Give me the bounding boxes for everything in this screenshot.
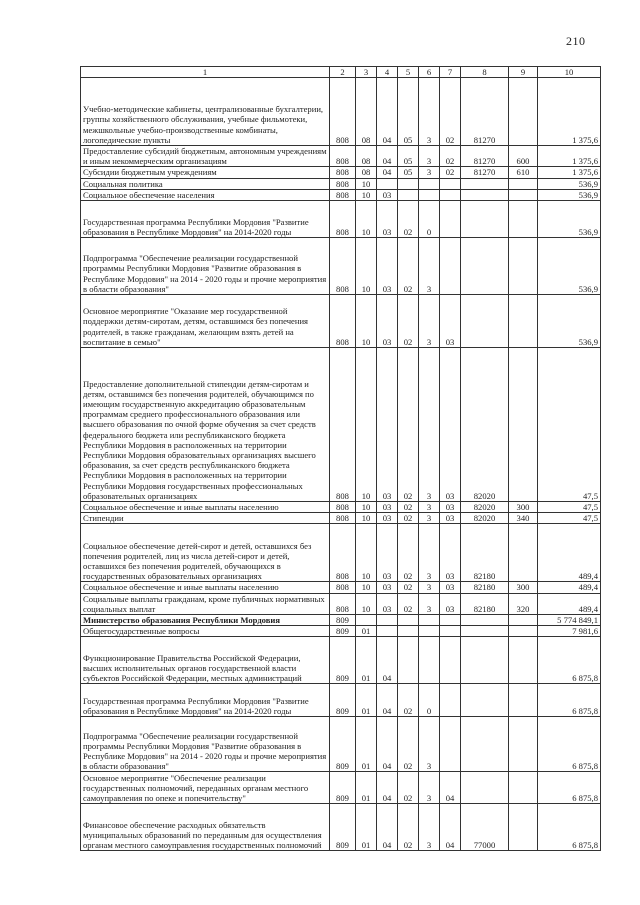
subsection-code-cell: 03 bbox=[377, 582, 398, 593]
activity-code-cell: 03 bbox=[440, 582, 461, 593]
direction-code-cell bbox=[461, 637, 509, 684]
expense-type-code-cell bbox=[509, 772, 538, 804]
item-name-cell: Стипендии bbox=[81, 513, 330, 524]
subprogram-code-cell: 0 bbox=[419, 201, 440, 238]
ministry-code-cell: 808 bbox=[330, 582, 356, 593]
subprogram-code-cell: 3 bbox=[419, 167, 440, 178]
expense-type-code-cell bbox=[509, 78, 538, 146]
table-row bbox=[81, 615, 601, 626]
table-row bbox=[81, 146, 601, 167]
item-name-cell: Социальное обеспечение и иные выплаты населению bbox=[81, 502, 330, 513]
subprogram-code-cell: 0 bbox=[419, 684, 440, 717]
subprogram-code-cell bbox=[419, 178, 440, 189]
program-code-cell: 02 bbox=[398, 772, 419, 804]
table-row bbox=[81, 167, 601, 178]
section-code-cell: 10 bbox=[356, 348, 377, 502]
ministry-code-cell: 808 bbox=[330, 593, 356, 614]
ministry-code-cell: 809 bbox=[330, 717, 356, 772]
table-row bbox=[81, 238, 601, 295]
table-row bbox=[81, 78, 601, 146]
column-header: 3 bbox=[356, 67, 377, 78]
section-code-cell: 10 bbox=[356, 524, 377, 582]
amount-cell: 489,4 bbox=[538, 593, 601, 614]
item-name-cell: Финансовое обеспечение расходных обязательств муниципальных образований по переданным для осуществления органам местного самоуправления государственных полномочий bbox=[81, 804, 330, 851]
amount-cell: 1 375,6 bbox=[538, 146, 601, 167]
item-name-cell: Социальные выплаты гражданам, кроме публичных нормативных социальных выплат bbox=[81, 593, 330, 614]
ministry-code-cell: 808 bbox=[330, 502, 356, 513]
amount-cell: 489,4 bbox=[538, 524, 601, 582]
ministry-code-cell: 809 bbox=[330, 626, 356, 637]
ministry-code-cell: 809 bbox=[330, 772, 356, 804]
direction-code-cell: 82180 bbox=[461, 582, 509, 593]
program-code-cell bbox=[398, 178, 419, 189]
table-row bbox=[81, 502, 601, 513]
item-name-cell: Основное мероприятие "Оказание мер государственной поддержки детям-сиротам, детям, оставшимся без попечения родителей, в также гражданам, желающим взять детей на воспитание в семью" bbox=[81, 295, 330, 348]
activity-code-cell bbox=[440, 637, 461, 684]
ministry-code-cell: 808 bbox=[330, 189, 356, 200]
ministry-code-cell: 809 bbox=[330, 615, 356, 626]
subprogram-code-cell: 3 bbox=[419, 593, 440, 614]
subprogram-code-cell: 3 bbox=[419, 146, 440, 167]
item-name-cell: Учебно-методические кабинеты, централизованные бухгалтерии, группы хозяйственного обслуживания, учебные фильмотеки, межшкольные учебно-производственные комбинаты, логопедические пункты bbox=[81, 78, 330, 146]
section-code-cell: 10 bbox=[356, 189, 377, 200]
subsection-code-cell bbox=[377, 626, 398, 637]
subsection-code-cell: 03 bbox=[377, 593, 398, 614]
program-code-cell: 02 bbox=[398, 238, 419, 295]
activity-code-cell bbox=[440, 684, 461, 717]
direction-code-cell bbox=[461, 178, 509, 189]
column-header: 4 bbox=[377, 67, 398, 78]
table-row bbox=[81, 772, 601, 804]
activity-code-cell bbox=[440, 238, 461, 295]
direction-code-cell: 82180 bbox=[461, 524, 509, 582]
direction-code-cell: 82020 bbox=[461, 513, 509, 524]
activity-code-cell: 02 bbox=[440, 146, 461, 167]
amount-cell: 6 875,8 bbox=[538, 804, 601, 851]
activity-code-cell bbox=[440, 626, 461, 637]
subprogram-code-cell: 3 bbox=[419, 582, 440, 593]
subsection-code-cell: 03 bbox=[377, 348, 398, 502]
table-row bbox=[81, 717, 601, 772]
item-name-cell: Социальное обеспечение населения bbox=[81, 189, 330, 200]
item-name-cell: Основное мероприятие "Обеспечение реализации государственных полномочий, переданных органам местного самоуправления по опеке и попечительству" bbox=[81, 772, 330, 804]
expense-type-code-cell bbox=[509, 684, 538, 717]
item-name-cell: Субсидии бюджетным учреждениям bbox=[81, 167, 330, 178]
direction-code-cell: 82020 bbox=[461, 502, 509, 513]
table-row bbox=[81, 189, 601, 200]
table-row bbox=[81, 524, 601, 582]
program-code-cell: 02 bbox=[398, 524, 419, 582]
subprogram-code-cell bbox=[419, 189, 440, 200]
section-code-cell: 10 bbox=[356, 201, 377, 238]
activity-code-cell bbox=[440, 717, 461, 772]
item-name-cell: Предоставление дополнительной стипендии детям-сиротам и детям, оставшимся без попечения родителей, обучающимся по имеющим государственную аккредитацию образовательным программам среднего профессионального образования или высшего образования по очной форме обучения за счет средств федерального бюджета или республиканского бюджета Республики Мордовия в расположенных на территории Республики Мордовия образовательных организациях высшего образования, за счет средств республиканского бюджета Республики Мордовия в расположенных на территории Республики Мордовия государственных профессиональных образовательных организациях bbox=[81, 348, 330, 502]
subprogram-code-cell: 3 bbox=[419, 524, 440, 582]
program-code-cell: 05 bbox=[398, 146, 419, 167]
expense-type-code-cell bbox=[509, 626, 538, 637]
expense-type-code-cell bbox=[509, 348, 538, 502]
activity-code-cell bbox=[440, 189, 461, 200]
expense-type-code-cell: 300 bbox=[509, 582, 538, 593]
table-row bbox=[81, 201, 601, 238]
section-code-cell bbox=[356, 615, 377, 626]
ministry-code-cell: 809 bbox=[330, 637, 356, 684]
amount-cell: 47,5 bbox=[538, 513, 601, 524]
column-header: 2 bbox=[330, 67, 356, 78]
activity-code-cell bbox=[440, 615, 461, 626]
activity-code-cell: 03 bbox=[440, 524, 461, 582]
ministry-code-cell: 808 bbox=[330, 78, 356, 146]
column-header: 6 bbox=[419, 67, 440, 78]
program-code-cell: 02 bbox=[398, 582, 419, 593]
direction-code-cell: 82020 bbox=[461, 348, 509, 502]
subsection-code-cell: 04 bbox=[377, 772, 398, 804]
amount-cell: 536,9 bbox=[538, 189, 601, 200]
subprogram-code-cell: 3 bbox=[419, 348, 440, 502]
amount-cell: 7 981,6 bbox=[538, 626, 601, 637]
expense-type-code-cell: 300 bbox=[509, 502, 538, 513]
amount-cell: 6 875,8 bbox=[538, 772, 601, 804]
subprogram-code-cell: 3 bbox=[419, 804, 440, 851]
subsection-code-cell bbox=[377, 178, 398, 189]
table-row bbox=[81, 626, 601, 637]
section-code-cell: 10 bbox=[356, 582, 377, 593]
column-header: 9 bbox=[509, 67, 538, 78]
direction-code-cell bbox=[461, 684, 509, 717]
section-code-cell: 01 bbox=[356, 772, 377, 804]
amount-cell: 47,5 bbox=[538, 348, 601, 502]
item-name-cell: Социальное обеспечение детей-сирот и детей, оставшихся без попечения родителей, лиц из числа детей-сирот и детей, оставшихся без попечения родителей, обучающихся в государственных образовательных организациях bbox=[81, 524, 330, 582]
amount-cell: 6 875,8 bbox=[538, 684, 601, 717]
expense-type-code-cell bbox=[509, 189, 538, 200]
program-code-cell: 02 bbox=[398, 684, 419, 717]
subprogram-code-cell: 3 bbox=[419, 502, 440, 513]
activity-code-cell: 03 bbox=[440, 593, 461, 614]
amount-cell: 536,9 bbox=[538, 238, 601, 295]
page-number: 210 bbox=[566, 34, 586, 48]
direction-code-cell: 81270 bbox=[461, 78, 509, 146]
section-code-cell: 01 bbox=[356, 804, 377, 851]
amount-cell: 6 875,8 bbox=[538, 717, 601, 772]
subprogram-code-cell bbox=[419, 615, 440, 626]
activity-code-cell: 03 bbox=[440, 348, 461, 502]
program-code-cell: 02 bbox=[398, 593, 419, 614]
column-header: 10 bbox=[538, 67, 601, 78]
table-row bbox=[81, 295, 601, 348]
ministry-code-cell: 808 bbox=[330, 178, 356, 189]
direction-code-cell bbox=[461, 772, 509, 804]
direction-code-cell: 81270 bbox=[461, 146, 509, 167]
direction-code-cell bbox=[461, 615, 509, 626]
table-row bbox=[81, 178, 601, 189]
program-code-cell: 05 bbox=[398, 78, 419, 146]
program-code-cell bbox=[398, 615, 419, 626]
expense-type-code-cell bbox=[509, 178, 538, 189]
expense-type-code-cell bbox=[509, 524, 538, 582]
activity-code-cell bbox=[440, 201, 461, 238]
expense-type-code-cell: 610 bbox=[509, 167, 538, 178]
activity-code-cell: 03 bbox=[440, 513, 461, 524]
expense-type-code-cell: 320 bbox=[509, 593, 538, 614]
activity-code-cell: 02 bbox=[440, 78, 461, 146]
item-name-cell: Социальная политика bbox=[81, 178, 330, 189]
expense-type-code-cell: 340 bbox=[509, 513, 538, 524]
activity-code-cell: 04 bbox=[440, 772, 461, 804]
item-name-cell: Государственная программа Республики Мордовия "Развитие образования в Республике Мордовия" на 2014-2020 годы bbox=[81, 201, 330, 238]
ministry-code-cell: 808 bbox=[330, 524, 356, 582]
section-code-cell: 10 bbox=[356, 502, 377, 513]
section-code-cell: 10 bbox=[356, 295, 377, 348]
direction-code-cell: 82180 bbox=[461, 593, 509, 614]
section-code-cell: 01 bbox=[356, 637, 377, 684]
expense-type-code-cell bbox=[509, 615, 538, 626]
direction-code-cell: 77000 bbox=[461, 804, 509, 851]
ministry-code-cell: 808 bbox=[330, 348, 356, 502]
program-code-cell: 02 bbox=[398, 201, 419, 238]
program-code-cell bbox=[398, 626, 419, 637]
expense-type-code-cell bbox=[509, 717, 538, 772]
direction-code-cell bbox=[461, 295, 509, 348]
section-code-cell: 08 bbox=[356, 78, 377, 146]
activity-code-cell: 03 bbox=[440, 502, 461, 513]
direction-code-cell bbox=[461, 238, 509, 295]
subsection-code-cell: 03 bbox=[377, 295, 398, 348]
amount-cell: 489,4 bbox=[538, 582, 601, 593]
amount-cell: 536,9 bbox=[538, 178, 601, 189]
program-code-cell: 02 bbox=[398, 513, 419, 524]
activity-code-cell: 03 bbox=[440, 295, 461, 348]
amount-cell: 47,5 bbox=[538, 502, 601, 513]
section-code-cell: 10 bbox=[356, 178, 377, 189]
subsection-code-cell: 04 bbox=[377, 804, 398, 851]
subsection-code-cell: 03 bbox=[377, 238, 398, 295]
subsection-code-cell: 04 bbox=[377, 78, 398, 146]
subprogram-code-cell: 3 bbox=[419, 78, 440, 146]
table-body bbox=[81, 78, 601, 851]
subprogram-code-cell bbox=[419, 626, 440, 637]
subsection-code-cell: 04 bbox=[377, 717, 398, 772]
subsection-code-cell bbox=[377, 615, 398, 626]
expense-type-code-cell bbox=[509, 295, 538, 348]
expense-type-code-cell bbox=[509, 804, 538, 851]
subsection-code-cell: 04 bbox=[377, 684, 398, 717]
table-row bbox=[81, 684, 601, 717]
budget-table bbox=[80, 66, 601, 851]
program-code-cell: 02 bbox=[398, 717, 419, 772]
direction-code-cell bbox=[461, 626, 509, 637]
direction-code-cell bbox=[461, 717, 509, 772]
subprogram-code-cell: 3 bbox=[419, 295, 440, 348]
ministry-code-cell: 809 bbox=[330, 684, 356, 717]
section-code-cell: 08 bbox=[356, 167, 377, 178]
direction-code-cell: 81270 bbox=[461, 167, 509, 178]
subsection-code-cell: 04 bbox=[377, 167, 398, 178]
program-code-cell: 02 bbox=[398, 348, 419, 502]
program-code-cell: 02 bbox=[398, 502, 419, 513]
program-code-cell: 02 bbox=[398, 804, 419, 851]
section-code-cell: 01 bbox=[356, 684, 377, 717]
activity-code-cell: 04 bbox=[440, 804, 461, 851]
amount-cell: 5 774 849,1 bbox=[538, 615, 601, 626]
expense-type-code-cell bbox=[509, 238, 538, 295]
subsection-code-cell: 03 bbox=[377, 524, 398, 582]
column-header: 1 bbox=[81, 67, 330, 78]
direction-code-cell bbox=[461, 201, 509, 238]
section-code-cell: 10 bbox=[356, 238, 377, 295]
program-code-cell bbox=[398, 637, 419, 684]
expense-type-code-cell bbox=[509, 201, 538, 238]
subprogram-code-cell: 3 bbox=[419, 717, 440, 772]
table-row bbox=[81, 637, 601, 684]
column-header: 8 bbox=[461, 67, 509, 78]
table-row bbox=[81, 593, 601, 614]
ministry-code-cell: 808 bbox=[330, 295, 356, 348]
subsection-code-cell: 04 bbox=[377, 146, 398, 167]
amount-cell: 6 875,8 bbox=[538, 637, 601, 684]
item-name-cell: Государственная программа Республики Мордовия "Развитие образования в Республике Мордовия" на 2014-2020 годы bbox=[81, 684, 330, 717]
amount-cell: 1 375,6 bbox=[538, 78, 601, 146]
program-code-cell bbox=[398, 189, 419, 200]
item-name-cell: Министерство образования Республики Мордовия bbox=[81, 615, 330, 626]
item-name-cell: Подпрограмма "Обеспечение реализации государственной программы Республики Мордовия "Развитие образования в Республике Мордовия" на 2014 - 2020 годы и прочие мероприятия в области образования" bbox=[81, 238, 330, 295]
activity-code-cell: 02 bbox=[440, 167, 461, 178]
subsection-code-cell: 03 bbox=[377, 513, 398, 524]
activity-code-cell bbox=[440, 178, 461, 189]
ministry-code-cell: 808 bbox=[330, 146, 356, 167]
section-code-cell: 10 bbox=[356, 593, 377, 614]
column-header: 5 bbox=[398, 67, 419, 78]
amount-cell: 1 375,6 bbox=[538, 167, 601, 178]
section-code-cell: 01 bbox=[356, 717, 377, 772]
subprogram-code-cell: 3 bbox=[419, 772, 440, 804]
direction-code-cell bbox=[461, 189, 509, 200]
item-name-cell: Социальное обеспечение и иные выплаты населению bbox=[81, 582, 330, 593]
amount-cell: 536,9 bbox=[538, 201, 601, 238]
expense-type-code-cell bbox=[509, 637, 538, 684]
subprogram-code-cell bbox=[419, 637, 440, 684]
column-header: 7 bbox=[440, 67, 461, 78]
subprogram-code-cell: 3 bbox=[419, 238, 440, 295]
ministry-code-cell: 808 bbox=[330, 238, 356, 295]
program-code-cell: 02 bbox=[398, 295, 419, 348]
ministry-code-cell: 808 bbox=[330, 201, 356, 238]
subsection-code-cell: 03 bbox=[377, 189, 398, 200]
section-code-cell: 10 bbox=[356, 513, 377, 524]
table-header-row bbox=[81, 67, 601, 78]
ministry-code-cell: 808 bbox=[330, 167, 356, 178]
item-name-cell: Подпрограмма "Обеспечение реализации государственной программы Республики Мордовия "Развитие образования в Республике Мордовия" на 2014 - 2020 годы и прочие мероприятия в области образования" bbox=[81, 717, 330, 772]
item-name-cell: Общегосударственные вопросы bbox=[81, 626, 330, 637]
amount-cell: 536,9 bbox=[538, 295, 601, 348]
subsection-code-cell: 04 bbox=[377, 637, 398, 684]
section-code-cell: 01 bbox=[356, 626, 377, 637]
subsection-code-cell: 03 bbox=[377, 502, 398, 513]
ministry-code-cell: 809 bbox=[330, 804, 356, 851]
table-row bbox=[81, 513, 601, 524]
item-name-cell: Предоставление субсидий бюджетным, автономным учреждениям и иным некоммерческим организациям bbox=[81, 146, 330, 167]
program-code-cell: 05 bbox=[398, 167, 419, 178]
section-code-cell: 08 bbox=[356, 146, 377, 167]
item-name-cell: Функционирование Правительства Российской Федерации, высших исполнительных органов государственной власти субъектов Российской Федерации, местных администраций bbox=[81, 637, 330, 684]
expense-type-code-cell: 600 bbox=[509, 146, 538, 167]
table-row bbox=[81, 582, 601, 593]
subprogram-code-cell: 3 bbox=[419, 513, 440, 524]
subsection-code-cell: 03 bbox=[377, 201, 398, 238]
ministry-code-cell: 808 bbox=[330, 513, 356, 524]
table-row bbox=[81, 804, 601, 851]
table-row bbox=[81, 348, 601, 502]
